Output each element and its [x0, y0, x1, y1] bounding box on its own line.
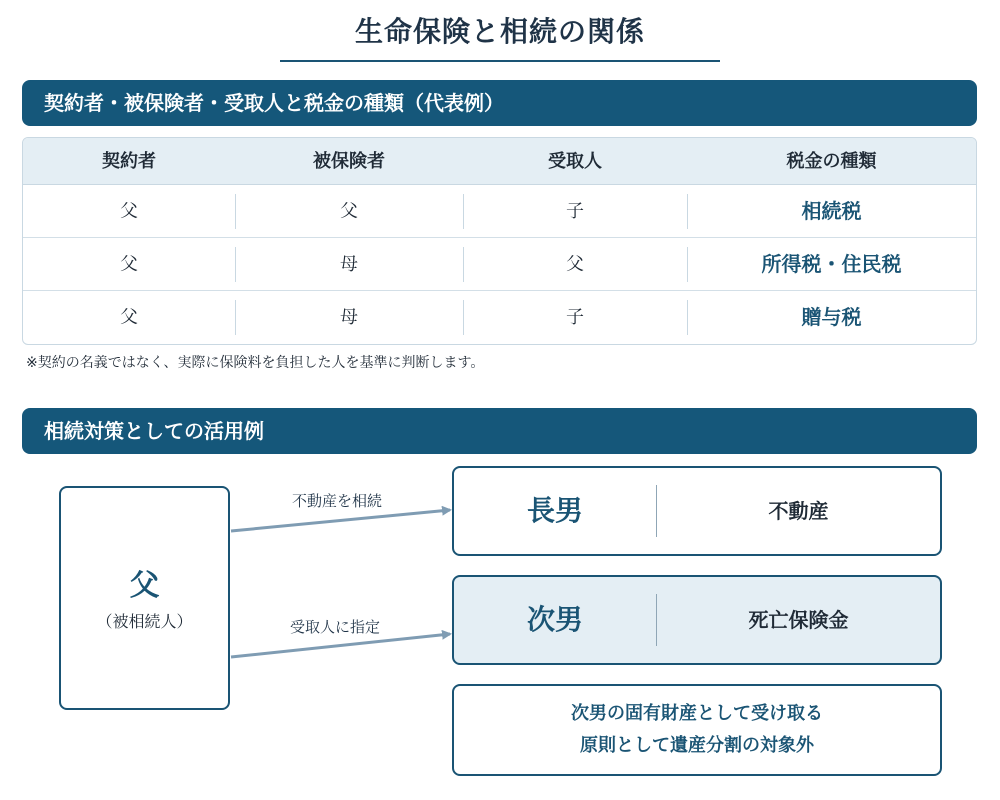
cell-beneficiary: 子	[463, 185, 687, 237]
cell-beneficiary: 父	[463, 238, 687, 290]
section-heading-inheritance-strategy: 相続対策としての活用例	[22, 408, 977, 454]
insurance-note-box	[452, 684, 942, 776]
heir-name: 長男	[526, 494, 583, 527]
decedent-role: （被相続人）	[96, 612, 193, 631]
cell-insured: 母	[235, 238, 463, 290]
heir-name: 次男	[526, 603, 583, 636]
arrow-to-second-son	[231, 634, 450, 657]
cell-contractor: 父	[120, 254, 138, 275]
cell-tax-type: 相続税	[687, 185, 976, 237]
header-tax-type: 税金の種類	[786, 151, 877, 172]
page-title: 生命保険と相続の関係	[354, 15, 645, 48]
heir-box-second-son	[452, 575, 942, 665]
decedent-name: 父	[129, 568, 160, 603]
cell-contractor: 父	[120, 201, 138, 222]
arrow-to-eldest-son	[231, 510, 450, 531]
insurance-note-line: 次男の固有財産として受け取る	[571, 703, 823, 724]
insurance-note-line: 原則として遺産分割の対象外	[580, 735, 814, 756]
header-insured: 被保険者	[313, 151, 385, 172]
arrow-label-beneficiary: 受取人に指定	[290, 618, 381, 636]
heir-asset: 不動産	[768, 499, 829, 523]
arrow-label-real-estate: 不動産を相続	[292, 492, 383, 510]
header-beneficiary: 受取人	[548, 151, 602, 172]
heir-box-eldest-son	[452, 466, 942, 556]
cell-insured: 母	[235, 291, 463, 344]
cell-contractor: 父	[120, 307, 138, 328]
heir-asset: 死亡保険金	[748, 608, 849, 632]
header-contractor: 契約者	[102, 151, 156, 172]
cell-insured: 父	[235, 185, 463, 237]
cell-tax-type: 所得税・住民税	[687, 238, 976, 290]
section-heading-tax-types: 契約者・被保険者・受取人と税金の種類（代表例）	[22, 80, 977, 126]
cell-tax-type: 贈与税	[687, 291, 976, 344]
table-footnote: ※契約の名義ではなく、実際に保険料を負担した人を基準に判断します。	[26, 355, 485, 371]
cell-beneficiary: 子	[463, 291, 687, 344]
